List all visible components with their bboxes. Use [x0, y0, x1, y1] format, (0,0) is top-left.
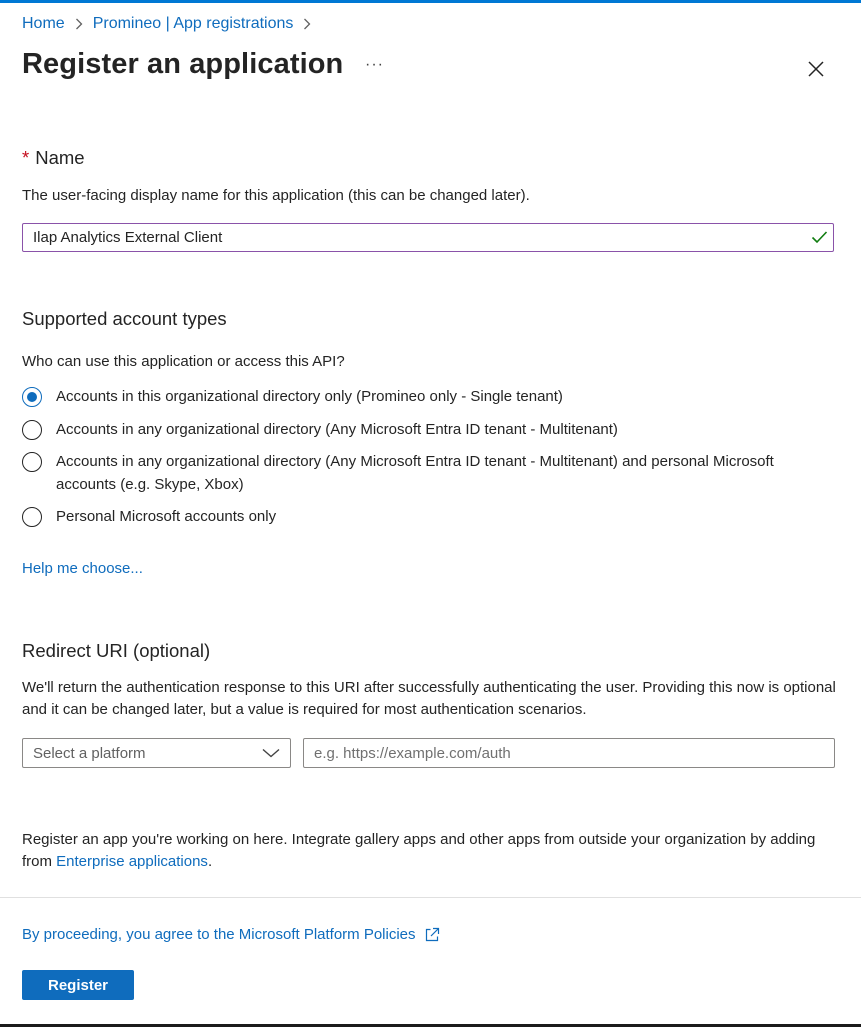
account-type-option-single-tenant[interactable]	[22, 387, 816, 408]
radio-button[interactable]	[22, 507, 42, 527]
chevron-right-icon	[75, 18, 83, 30]
note-text-end: .	[207, 853, 213, 870]
redirect-uri-input[interactable]	[303, 738, 835, 768]
radio-label: Personal Microsoft accounts only	[56, 508, 277, 525]
redirect-uri-title: Redirect URI (optional)	[22, 640, 211, 661]
radio-label: Accounts in this organizational directory only (Promineo only - Single tenant)	[56, 388, 563, 405]
platform-select[interactable]	[22, 738, 291, 768]
more-options-icon[interactable]: ···	[365, 56, 384, 73]
breadcrumb-home[interactable]: Home	[22, 15, 65, 32]
external-link-icon[interactable]	[424, 927, 440, 943]
enterprise-apps-note	[22, 829, 837, 873]
footer-divider	[0, 897, 861, 898]
enterprise-applications-link[interactable]: Enterprise applications	[56, 853, 208, 870]
platform-policies	[22, 926, 440, 943]
redirect-uri-description: We'll return the authentication response to this URI after successfully authenticating the user. Providing this now is optional and it can be changed later, but a value is required for most authentication scenarios.	[22, 679, 836, 718]
account-type-option-multitenant-personal[interactable]	[22, 452, 816, 496]
chevron-right-icon	[303, 18, 311, 30]
name-label	[22, 147, 85, 169]
platform-policies-link[interactable]: By proceeding, you agree to the Microsoft Platform Policies	[22, 926, 416, 943]
breadcrumb-app-registrations[interactable]: Promineo | App registrations	[92, 15, 294, 32]
top-accent-bar	[0, 0, 861, 3]
account-types-title: Supported account types	[22, 308, 227, 329]
breadcrumb	[22, 15, 321, 33]
close-icon[interactable]	[805, 58, 827, 80]
name-description: The user-facing display name for this application (this can be changed later).	[22, 187, 530, 204]
account-types-question: Who can use this application or access this API?	[22, 353, 345, 370]
radio-button[interactable]	[22, 452, 42, 472]
platform-select-placeholder: Select a platform	[33, 744, 146, 762]
checkmark-icon	[811, 230, 828, 244]
chevron-down-icon	[262, 745, 280, 762]
register-button[interactable]: Register	[22, 970, 134, 1000]
account-type-option-personal[interactable]	[22, 507, 816, 528]
radio-button[interactable]	[22, 420, 42, 440]
note-text: Register an app you're working on here. Integrate gallery apps and other apps from outside your organization by adding from	[22, 831, 816, 870]
page-title: Register an application	[22, 48, 344, 80]
help-me-choose-link[interactable]: Help me choose...	[22, 560, 143, 577]
required-marker: *	[22, 147, 30, 168]
radio-label: Accounts in any organizational directory (Any Microsoft Entra ID tenant - Multitenant)	[56, 421, 618, 438]
radio-button-selected[interactable]	[22, 387, 42, 407]
name-input[interactable]	[22, 223, 834, 252]
account-type-option-multitenant[interactable]	[22, 420, 816, 441]
name-label-text: Name	[35, 147, 85, 168]
radio-label: Accounts in any organizational directory (Any Microsoft Entra ID tenant - Multitenant) and personal Microsoft accounts (e.g. Skype, Xbox)	[56, 453, 774, 493]
